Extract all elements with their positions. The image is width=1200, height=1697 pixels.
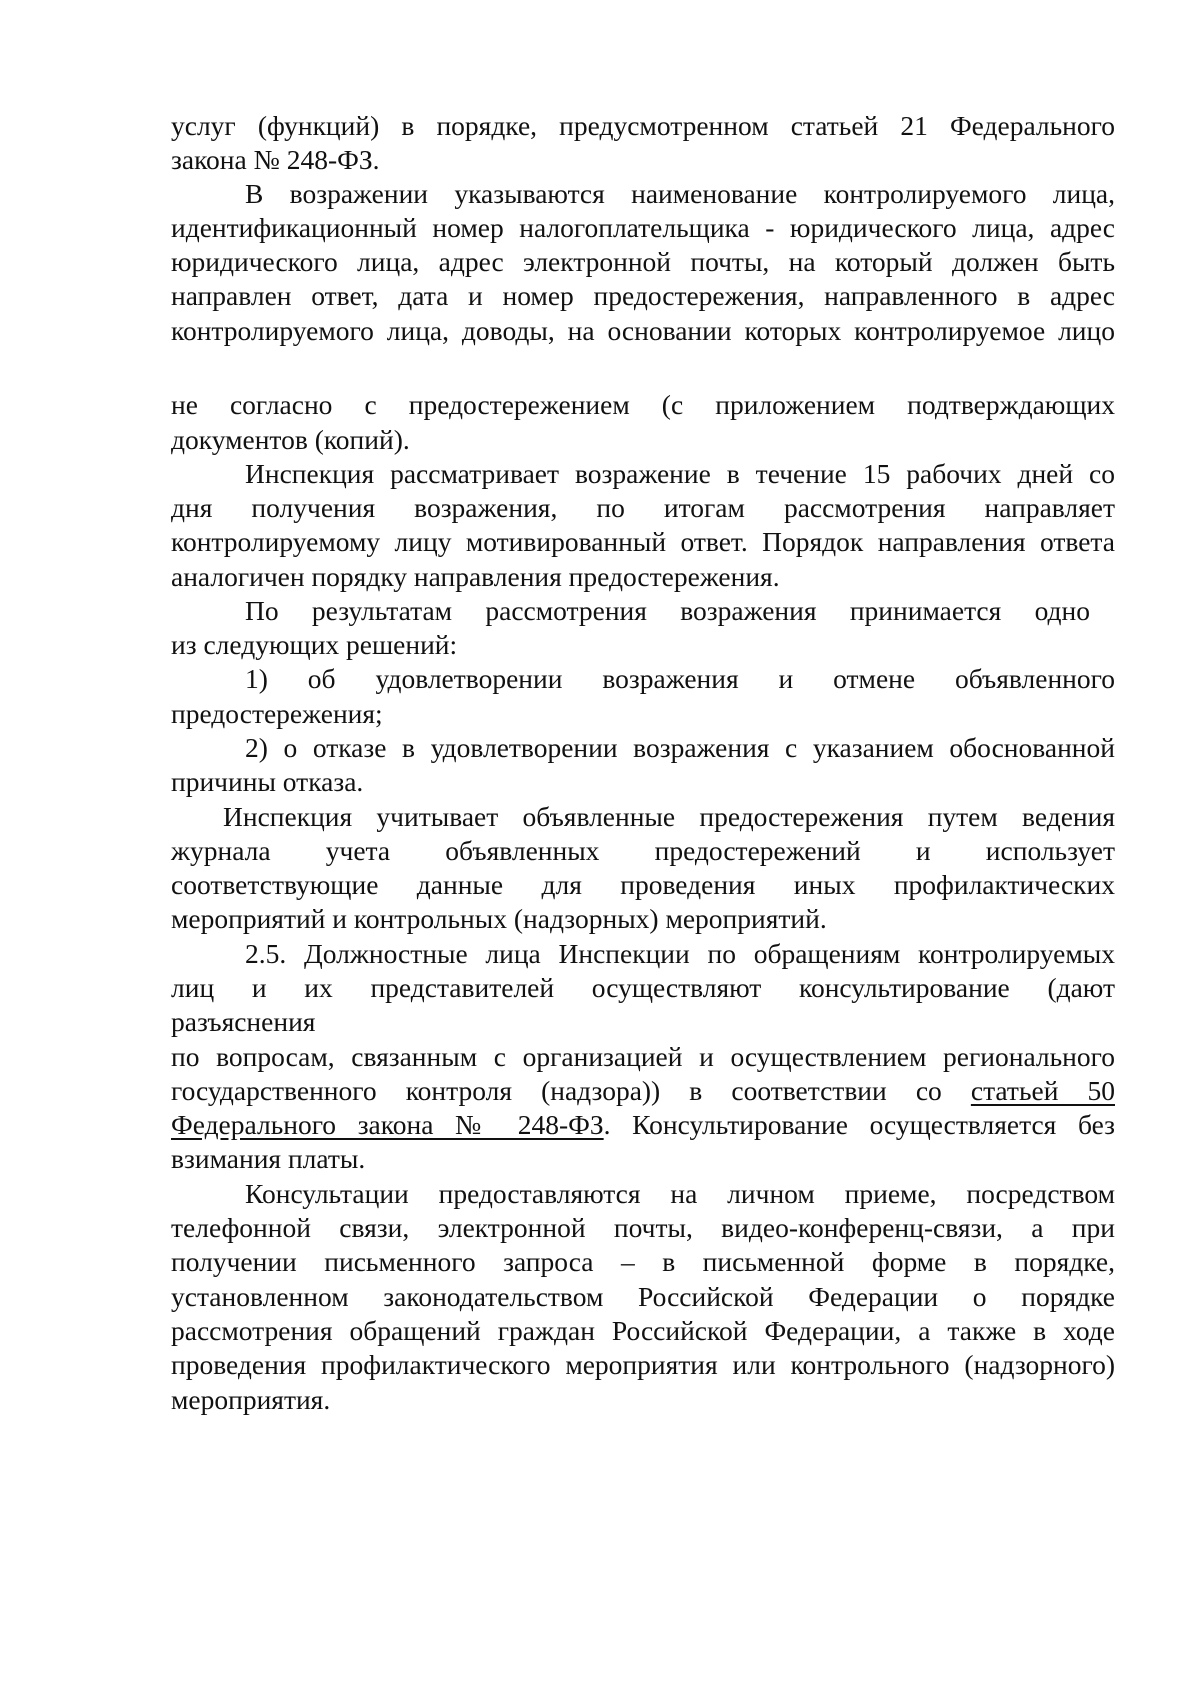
text-line: разъяснения — [171, 1006, 316, 1037]
text-line: Консультации предоставляются на личном приеме, посредством — [245, 1178, 1115, 1209]
list-item-1: 1) об удовлетворении возражения и отмене объявленного — [245, 663, 1115, 694]
text-line: причины отказа. — [171, 766, 364, 797]
text-line: телефонной связи, электронной почты, видео-конференц-связи, а при — [171, 1212, 1115, 1243]
list-item-2: 2) о отказе в удовлетворении возражения с указанием обоснованной — [245, 732, 1115, 763]
text-line: закона № 248-ФЗ. — [171, 144, 380, 175]
text-line: установленном законодательством Российской Федерации о порядке — [171, 1281, 1115, 1312]
text-line: В возражении указываются наименование контролируемого лица, — [245, 178, 1115, 209]
text-line: документов (копий). — [171, 424, 410, 455]
text-line: услуг (функций) в порядке, предусмотренном статьей 21 Федерального — [171, 110, 1115, 141]
text-line: аналогичен порядку направления предостережения. — [171, 561, 780, 592]
text-line: По результатам рассмотрения возражения принимается одно — [245, 595, 1090, 626]
text-line: направлен ответ, дата и номер предостережения, направленного в адрес — [171, 280, 1115, 311]
text-fragment: . Консультирование осуществляется без — [603, 1109, 1115, 1140]
text-line: предостережения; — [171, 698, 383, 729]
text-line: журнала учета объявленных предостережений и использует — [171, 835, 1115, 866]
text-line: получении письменного запроса – в письменной форме в порядке, — [171, 1246, 1115, 1277]
text-line: не согласно с предостережением (с приложением подтверждающих — [171, 389, 1115, 420]
text-line — [171, 1111, 1115, 1139]
section-2-5-line: 2.5. Должностные лица Инспекции по обращениям контролируемых — [245, 938, 1115, 969]
text-line: юридического лица, адрес электронной почты, на который должен быть — [171, 246, 1115, 277]
text-line: по вопросам, связанным с организацией и осуществлением регионального — [171, 1041, 1115, 1072]
text-line: мероприятия. — [171, 1384, 331, 1415]
text-line: рассмотрения обращений граждан Российской Федерации, а также в ходе — [171, 1315, 1115, 1346]
text-line: лиц и их представителей осуществляют консультирование (дают — [171, 972, 1115, 1003]
text-line: Инспекция рассматривает возражение в течение 15 рабочих дней со — [245, 458, 1115, 489]
law-article-link[interactable]: статьей 50 — [970, 1075, 1115, 1106]
text-line: соответствующие данные для проведения иных профилактических — [171, 869, 1115, 900]
text-line: взимания платы. — [171, 1143, 366, 1174]
text-line: из следующих решений: — [171, 629, 458, 660]
text-fragment: государственного контроля (надзора)) в соответствии со — [171, 1075, 971, 1106]
text-line: мероприятий и контрольных (надзорных) мероприятий. — [171, 903, 827, 934]
text-line: контролируемого лица, доводы, на основании которых контролируемое лицо — [171, 315, 1115, 346]
text-line — [171, 1077, 1115, 1105]
text-line: проведения профилактического мероприятия или контрольного (надзорного) — [171, 1349, 1115, 1380]
text-line: контролируемому лицу мотивированный ответ. Порядок направления ответа — [171, 526, 1115, 557]
text-line: дня получения возражения, по итогам рассмотрения направляет — [171, 492, 1115, 523]
federal-law-link[interactable]: Федерального закона № 248-ФЗ — [171, 1109, 604, 1140]
text-line: идентификационный номер налогоплательщика - юридического лица, адрес — [171, 212, 1115, 243]
text-line: Инспекция учитывает объявленные предостережения путем ведения — [223, 801, 1115, 832]
